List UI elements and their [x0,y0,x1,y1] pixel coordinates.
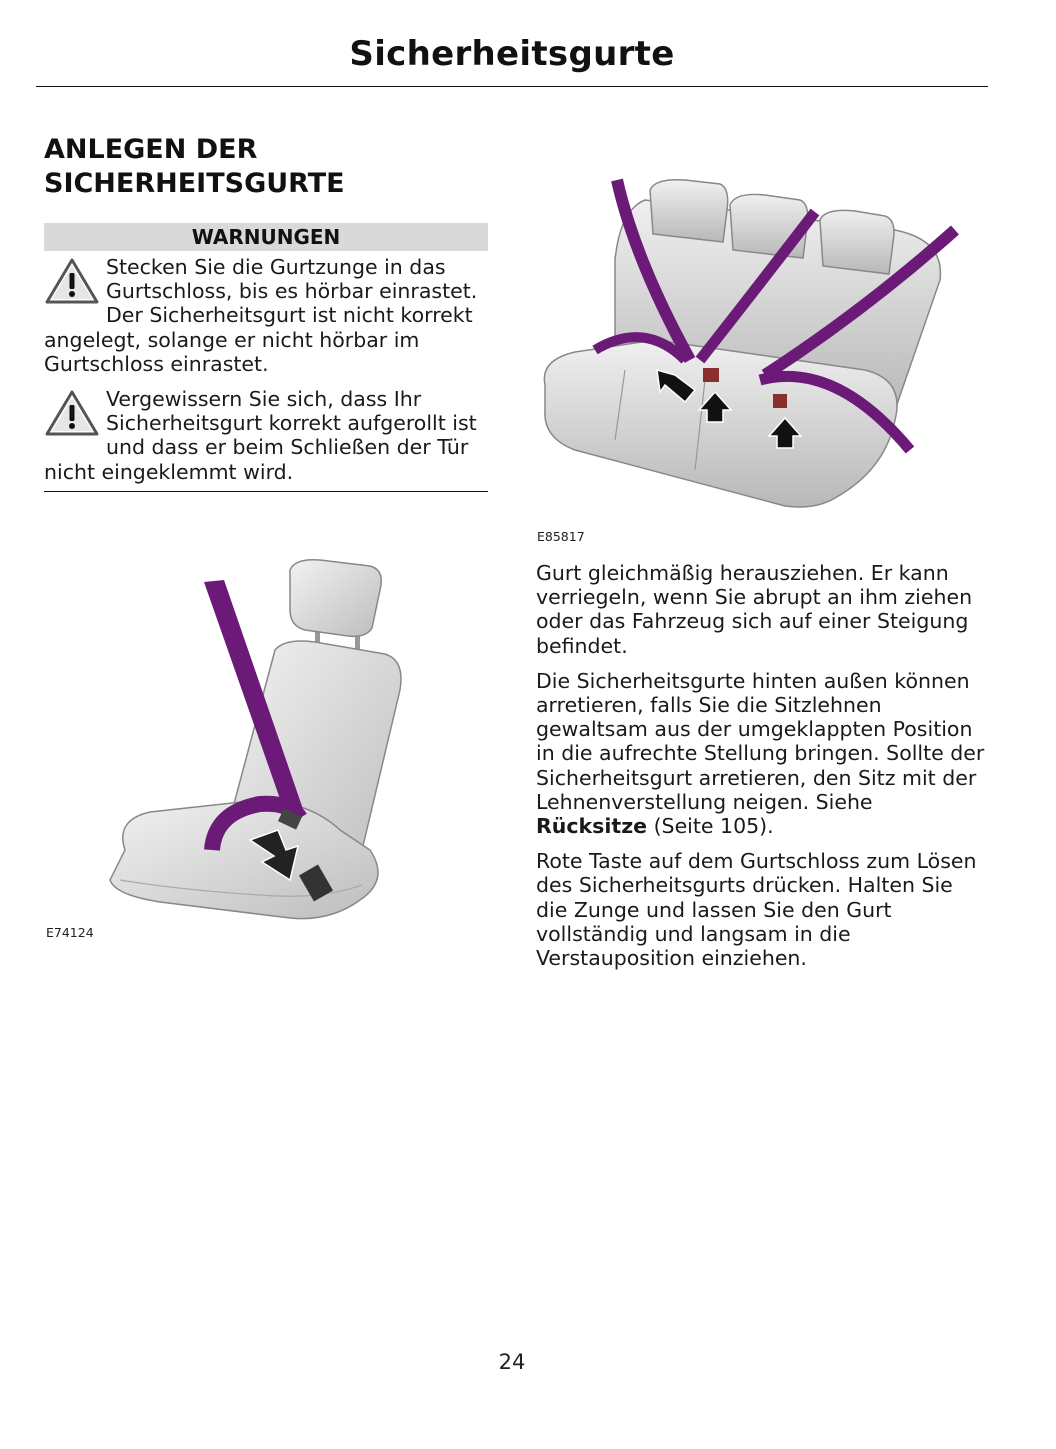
page-reference: (Seite 105). [653,814,774,839]
rear-seat-illustration [535,170,965,540]
section-heading-line1: ANLEGEN DER [44,134,258,165]
warning-text-2: Vergewissern Sie sich, dass Ihr Sicherheitsgurt korrekt aufgerollt ist und dass er beim Schließen der Tür nicht eingeklemmt wird. [44,387,477,484]
page-number: 24 [498,1350,526,1374]
rear-seat-figure-label: E85817 [537,529,585,544]
front-seat-figure-label: E74124 [46,925,94,940]
body-paragraph-3: Rote Taste auf dem Gurtschloss zum Lösen des Sicherheitsgurts drücken. Halten Sie die Zunge und lassen Sie den Gurt vollständig und langsam in die Verstauposition einziehen. [536,849,977,971]
body-paragraph-1: Gurt gleichmäßig herausziehen. Er kann verriegeln, wenn Sie abrupt an ihm ziehen oder das Fahrzeug sich auf einer Steigung befindet. [536,561,973,658]
body-paragraph-2 [536,669,988,838]
warning-triangle-icon [44,257,100,305]
warning-triangle-icon [44,389,100,437]
page-title: Sicherheitsgurte [349,34,675,74]
cross-reference-link[interactable]: Rücksitze [536,814,648,839]
body-text [536,561,988,981]
section-heading [44,133,484,201]
warning-item-1 [44,255,490,376]
warning-text-1: Stecken Sie die Gurtzunge in das Gurtschloss, bis es hörbar einrastet. Der Sicherheitsgurt ist nicht korrekt angelegt, solange er nicht hörbar im Gurtschloss einrastet. [44,255,478,376]
warnings-divider [44,491,488,492]
warning-item-2 [44,387,490,484]
title-divider [36,86,988,87]
section-heading-line2: SICHERHEITSGURTE [44,168,345,199]
front-seat-illustration [100,550,420,930]
body-paragraph-2-text: Die Sicherheitsgurte hinten außen können arretieren, falls Sie die Sitzlehnen gewaltsam aus der umgeklappten Position in die aufrechte Stellung bringen. Sollte der Sicherheitsgurt arretieren, den Sitz mit der Lehnenverstellung neigen. Siehe [536,668,985,814]
warnings-title: WARNUNGEN [44,223,488,251]
